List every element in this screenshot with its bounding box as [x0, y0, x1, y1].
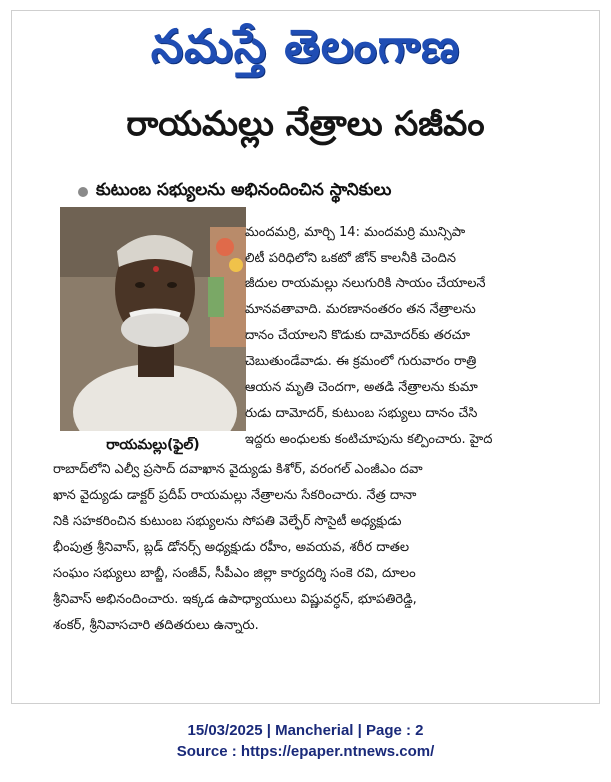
body-line: ఖాన వైద్యుడు డాక్టర్ ప్రదీప్ రాయమల్లు నేత్రాలను సేకరించారు. నేత్ర దానా	[53, 488, 417, 503]
article-subheadline	[78, 177, 391, 207]
body-line: శ్రీనివాస్ అభినందించారు. ఇక్కడ ఉపాధ్యాయులు విష్ణువర్ధన్, భూపతిరెడ్డి,	[53, 592, 417, 607]
footer-source: Source : https://epaper.ntnews.com/	[176, 743, 435, 760]
body-line: రాబాద్‌లోని ఎల్వీ ప్రసాద్ దవాఖాన వైద్యుడు కిశోర్, వరంగల్ ఎంజీఎం దవా	[53, 462, 423, 477]
subheadline-text: కుటుంబ సభ్యులను అభినందించిన స్థానికులు	[96, 180, 392, 200]
body-line: దానం చేయాలని కొడుకు దామోదర్‌కు తరచూ	[245, 328, 471, 343]
body-line: రుడు దామోదర్, కుటుంబ సభ్యులు దానం చేసి	[245, 406, 478, 421]
clipping-footer	[0, 720, 611, 762]
body-line: నికి సహకరించిన కుటుంబ సభ్యులను సోపతి వెల్ఫేర్ సొసైటీ అధ్యక్షుడు	[53, 514, 402, 529]
footer-date-edition: 15/03/2025 | Mancherial | Page : 2	[187, 722, 424, 739]
body-line: లిటీ పరిధిలోని ఒకటో జోన్ కాలనీకి చెందిన	[245, 251, 456, 266]
body-line: చెబుతుండేవాడు. ఈ క్రమంలో గురువారం రాత్రి	[245, 354, 477, 369]
body-line: ఇద్దరు అంధులకు కంటిచూపును కల్పించారు. హైద	[245, 432, 493, 447]
body-line: భీంపుత్ర శ్రీనివాస్, బ్లడ్ డోనర్స్ అధ్యక్షుడు రహీం, అవయవ, శరీర దాతల	[53, 540, 410, 555]
body-line: శంకర్, శ్రీనివాసచారి తదితరులు ఉన్నారు.	[53, 618, 259, 633]
newspaper-masthead: నమస్తే తెలంగాణ	[150, 19, 461, 73]
article-headline: రాయమల్లు నేత్రాలు సజీవం	[126, 104, 485, 144]
article-photo	[60, 207, 246, 431]
body-line: మందమర్రి, మార్చి 14: మందమర్రి మున్సిపా	[245, 225, 466, 240]
body-line: ఆయన మృతి చెందగా, అతడి నేత్రాలను కుమా	[245, 380, 478, 395]
bullet-icon	[78, 187, 88, 197]
body-line: మానవతావాది. మరణానంతరం తన నేత్రాలను	[245, 302, 476, 317]
photo-caption: రాయమల్లు(ఫైల్)	[106, 437, 200, 453]
body-line: సంఘం సభ్యులు బాబ్జీ, సంజీవ్, సీపీఎం జిల్లా కార్యదర్శి సంకె రవి, దూలం	[53, 566, 416, 581]
body-line: జీదుల రాయమల్లు నలుగురికి సాయం చేయాలనే	[245, 276, 486, 291]
